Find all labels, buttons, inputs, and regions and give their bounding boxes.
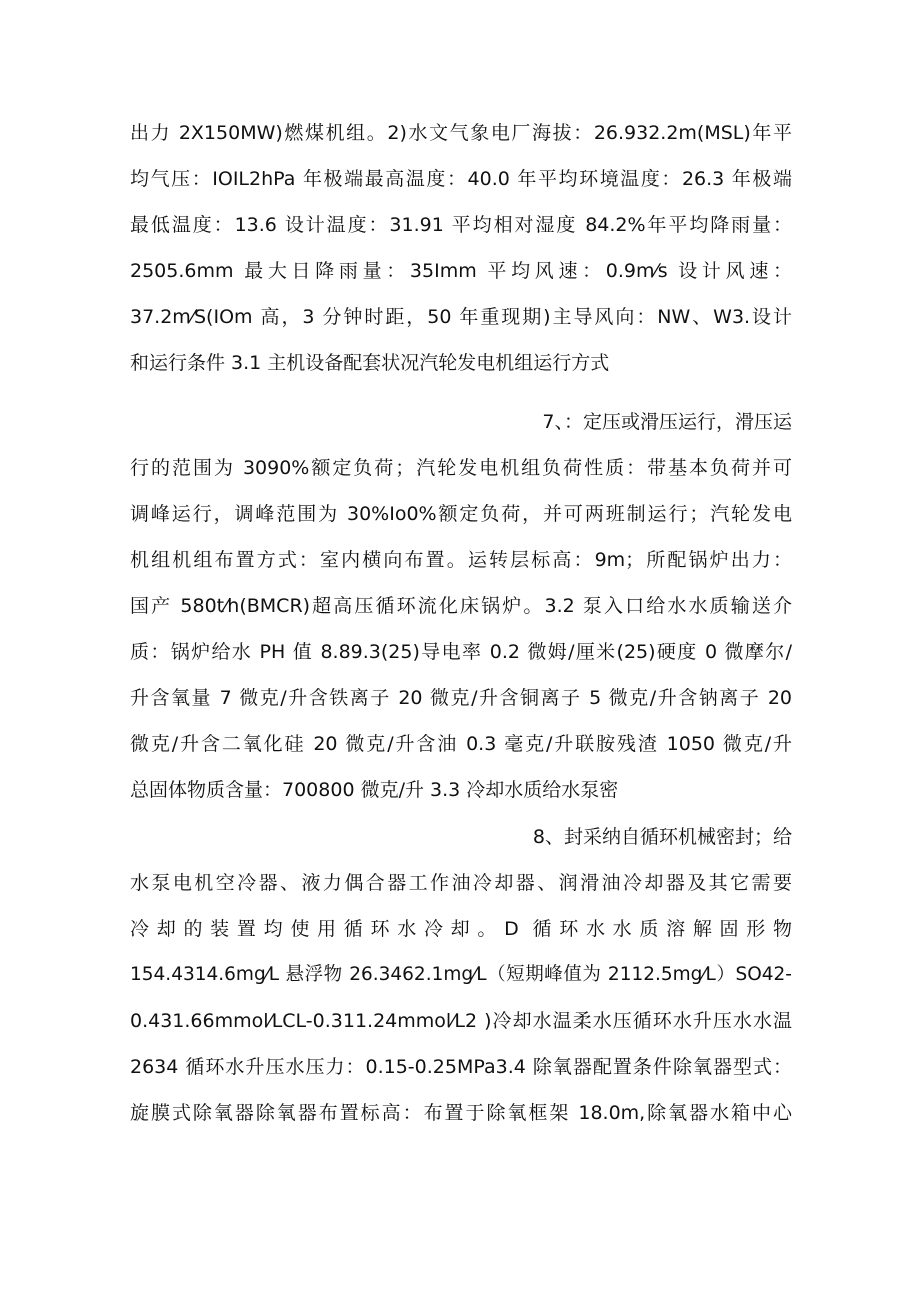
paragraph-line: 154.4314.6mg⁄L 悬浮物 26.3462.1mg⁄L（短期峰值为 2112.5mg⁄L）SO42- <box>130 964 792 985</box>
paragraph-line: 8、封采纳自循环机械密封；给 <box>532 826 792 848</box>
paragraph-line: 旋膜式除氧器除氧器布置标高：布置于除氧框架 18.0m,除氧器水箱中心 <box>130 1102 792 1124</box>
paragraph-line: 行的范围为 3090%额定负荷；汽轮发电机组负荷性质：带基本负荷并可 <box>130 457 792 479</box>
paragraph-3 <box>130 814 792 1136</box>
paragraph-1 <box>130 110 792 386</box>
paragraph-line: 升含氧量 7 微克/升含铁离子 20 微克/升含铜离子 5 微克/升含钠离子 20 <box>130 687 792 709</box>
paragraph-line: 调峰运行，调峰范围为 30%Io0%额定负荷，并可两班制运行；汽轮发电 <box>130 503 792 525</box>
paragraph-line: 质：锅炉给水 PH 值 8.89.3(25)导电率 0.2 微姆/厘米(25)硬度 0 微摩尔/ <box>130 641 792 663</box>
paragraph-line: 和运行条件 3.1 主机设备配套状况汽轮发电机组运行方式 <box>130 352 610 374</box>
paragraph-line: 最低温度：13.6 设计温度：31.91 平均相对湿度 84.2%年平均降雨量： <box>130 214 792 236</box>
paragraph-line: 水泵电机空冷器、液力偶合器工作油冷却器、润滑油冷却器及其它需要 <box>130 872 792 894</box>
paragraph-line: 2505.6mm 最大日降雨量：35Imm 平均风速：0.9m⁄s 设计风速： <box>130 260 792 282</box>
paragraph-2 <box>130 399 792 813</box>
paragraph-line: 0.431.66mmol⁄LCL-0.311.24mmol⁄L2 )冷却水温柔水压循环水升压水水温 <box>130 1010 792 1032</box>
paragraph-line: 7、：定压或滑压运行，滑压运 <box>542 411 792 433</box>
paragraph-line: 出力 2X150MW)燃煤机组。2)水文气象电厂海拔：26.932.2m(MSL)年平 <box>130 122 792 144</box>
paragraph-line: 37.2m⁄S(IOm 高，3 分钟时距，50 年重现期)主导风向：NW、W3.设计 <box>130 306 792 328</box>
paragraph-line: 微克/升含二氧化硅 20 微克/升含油 0.3 毫克/升联胺残渣 1050 微克/升 <box>130 733 792 755</box>
paragraph-line: 冷却的装置均使用循环水冷却。D 循环水水质溶解固形物 <box>130 918 792 940</box>
paragraph-line: 机组机组布置方式：室内横向布置。运转层标高：9m；所配锅炉出力： <box>130 549 792 571</box>
paragraph-line: 国产 580t⁄h(BMCR)超高压循环流化床锅炉。3.2 泵入口给水水质输送介 <box>130 595 792 617</box>
paragraph-line: 总固体物质含量：700800 微克/升 3.3 冷却水质给水泵密 <box>130 779 619 801</box>
paragraph-line: 均气压：IOIL2hPa 年极端最高温度：40.0 年平均环境温度：26.3 年极端 <box>130 168 792 190</box>
paragraph-line: 2634 循环水升压水压力：0.15-0.25MPa3.4 除氧器配置条件除氧器型式： <box>130 1056 792 1078</box>
